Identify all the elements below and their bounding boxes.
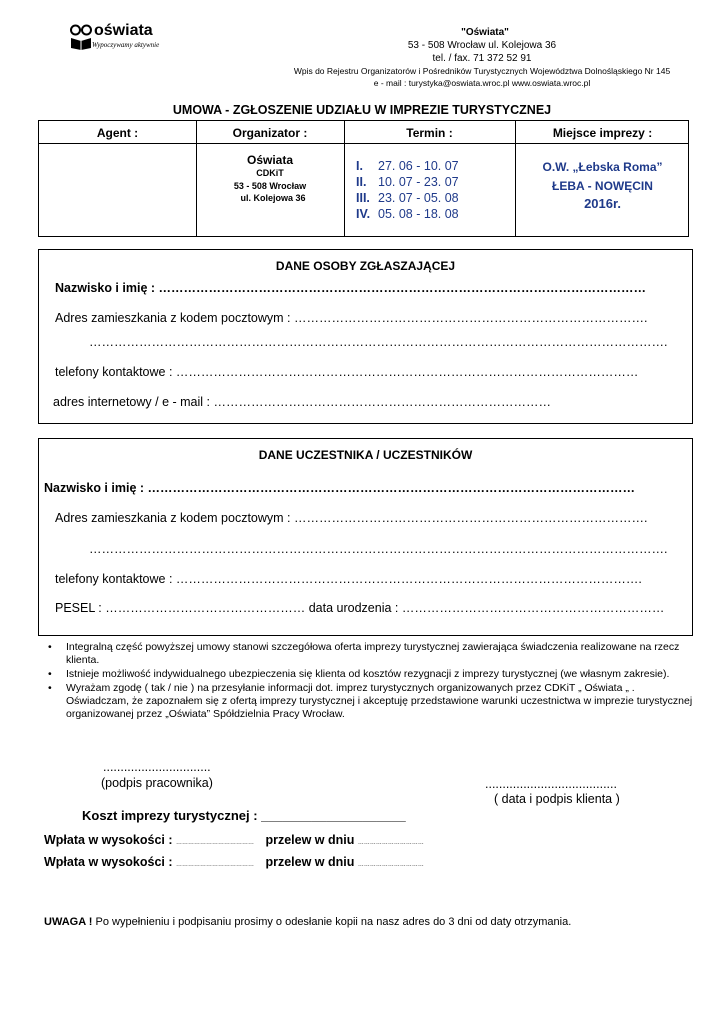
organizer-name: Oświata	[246, 153, 294, 167]
payment-date-field[interactable]: ……………………………	[357, 862, 424, 868]
logo-name: oświata	[94, 22, 153, 39]
employee-signature-label: (podpis pracownika)	[101, 776, 213, 790]
participant-address-field-2[interactable]: ………………………………………………………………………………………………………………………….	[89, 542, 668, 556]
organizer-line1: CDKiT	[256, 168, 284, 178]
applicant-email-field[interactable]: adres internetowy / e - mail : ………………………………………………………………………	[53, 395, 551, 409]
client-signature-line[interactable]: ......................................	[485, 777, 617, 791]
term-row: III. 23. 07 - 05. 08	[356, 191, 459, 205]
participant-address-field[interactable]: Adres zamieszkania z kodem pocztowym : ………………………………………………………………………….	[55, 511, 648, 525]
term-row: I. 27. 06 - 10. 07	[356, 159, 459, 173]
place-line2: ŁEBA - NOWĘCIN	[552, 179, 653, 193]
terms-list	[44, 641, 694, 722]
applicant-phone-field[interactable]: telefony kontaktowe : …………………………………………………………………………………………………	[55, 365, 639, 379]
applicant-section	[38, 249, 693, 424]
applicant-address-field-2[interactable]: ………………………………………………………………………………………………………………………….	[89, 335, 668, 349]
participant-pesel-field[interactable]: PESEL : ………………………………………… data urodzenia : ………………………………………………………	[55, 601, 665, 615]
note-text: Po wypełnieniu i podpisaniu prosimy o odesłanie kopii na nasz adres do 3 dni od daty otrzymania.	[95, 916, 572, 928]
header-address: 53 - 508 Wrocław ul. Kolejowa 36	[407, 40, 557, 51]
header-term: Termin :	[406, 126, 453, 140]
applicant-title: DANE OSOBY ZGŁASZAJĄCEJ	[275, 259, 456, 273]
participant-phone-field[interactable]: telefony kontaktowe : ………………………………………………………………………………………………….	[55, 572, 642, 586]
note-label: UWAGA !	[44, 916, 96, 928]
participant-title: DANE UCZESTNIKA / UCZESTNIKÓW	[258, 448, 473, 462]
term-row: IV. 05. 08 - 18. 08	[356, 207, 459, 221]
header-registry: Wpis do Rejestru Organizatorów i Pośredników Turystycznych Województwa Dolnośląskiego Nr 145	[293, 66, 671, 76]
organizer-line3: ul. Kolejowa 36	[240, 193, 306, 203]
book-logo-icon	[70, 24, 92, 50]
place-line3: 2016r.	[584, 196, 621, 211]
participant-section	[38, 438, 693, 636]
payment-date-field[interactable]: ……………………………	[357, 840, 424, 846]
payment-amount-field[interactable]: …………………………………	[175, 862, 254, 868]
applicant-name-field[interactable]: Nazwisko i imię : ………………………………………………………………………………………………………	[55, 281, 647, 295]
list-item: • Wyrażam zgodę ( tak / nie ) na przesyłanie informacji dot. imprez turystycznych organizowanych przez CDKiT „ Oświata „ . Oświadczam, że zapoznałem się z ofertą imprezy turystycznej i akceptuję przedstawione warunki uczestnictwa w imprezie turystycznej organizowanej przez „Oświata” Spółdzielnia Pracy Wrocław.	[44, 682, 694, 721]
header-contact: e - mail : turystyka@oswiata.wroc.pl www.oswiata.wroc.pl	[373, 78, 591, 88]
list-item: • Integralną część powyższej umowy stanowi szczegółowa oferta imprezy turystycznej zawierająca świadczenia realizowane na rzecz klienta.	[44, 641, 694, 667]
header-org-name: "Oświata"	[461, 27, 509, 38]
organizer-line2: 53 - 508 Wrocław	[233, 181, 307, 191]
place-line1: O.W. „Łebska Roma”	[542, 160, 663, 174]
payment-row: Wpłata w wysokości : ………………………………… przelew w dniu ……………………………	[44, 855, 424, 869]
term-row: II. 10. 07 - 23. 07	[356, 175, 459, 189]
trip-cost-field[interactable]: Koszt imprezy turystycznej : ____________________	[82, 808, 406, 823]
note	[44, 916, 571, 928]
participant-name-field[interactable]: Nazwisko i imię : ………………………………………………………………………………………………………	[44, 481, 636, 495]
client-signature-label: ( data i podpis klienta )	[494, 792, 620, 806]
list-item: • Istnieje możliwość indywidualnego ubezpieczenia się klienta od kosztów rezygnacji z imprezy turystycznej (we własnym zakresie).	[44, 668, 694, 681]
employee-signature-line[interactable]: ...............................	[103, 760, 211, 774]
header-place: Miejsce imprezy :	[552, 126, 653, 140]
event-info-table	[38, 120, 689, 237]
logo-tagline: Wypoczywamy aktywnie	[92, 41, 160, 49]
payment-amount-field[interactable]: …………………………………	[175, 840, 254, 846]
header-agent: Agent :	[96, 126, 139, 140]
header-phone: tel. / fax. 71 372 52 91	[432, 53, 532, 64]
document-title: UMOWA - ZGŁOSZENIE UDZIAŁU W IMPREZIE TURYSTYCZNEJ	[172, 103, 552, 117]
applicant-address-field[interactable]: Adres zamieszkania z kodem pocztowym : ………………………………………………………………………….	[55, 311, 648, 325]
header-organizer: Organizator :	[232, 126, 308, 140]
payment-row: Wpłata w wysokości : ………………………………… przelew w dniu ……………………………	[44, 833, 424, 847]
